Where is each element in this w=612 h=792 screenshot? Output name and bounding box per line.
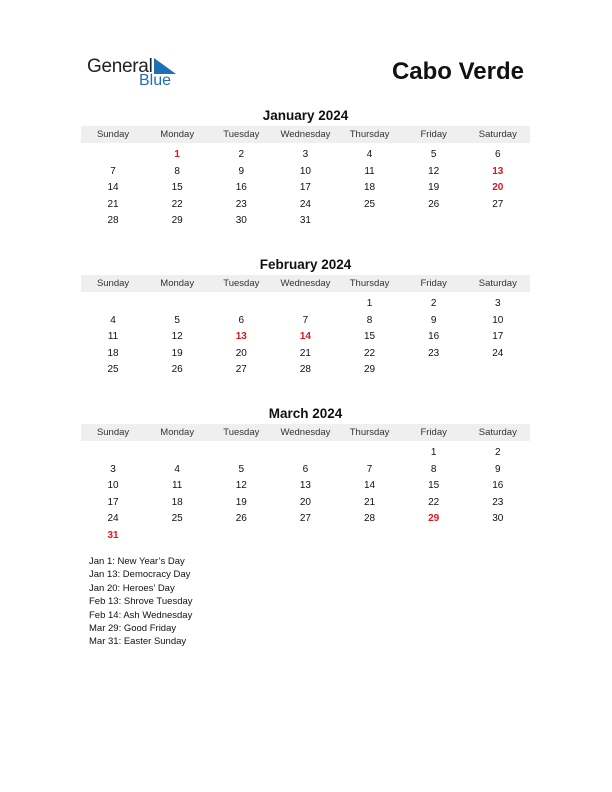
day-cell: 19 xyxy=(235,496,247,508)
day-cell: 5 xyxy=(238,463,245,475)
day-cell: 4 xyxy=(174,463,180,475)
weekday-label: Saturday xyxy=(478,278,517,289)
weekday-label: Tuesday xyxy=(223,129,260,140)
day-cell: 2 xyxy=(495,447,501,458)
day-cell xyxy=(466,213,530,230)
day-cell: 21 xyxy=(299,347,311,359)
week-row xyxy=(81,180,530,197)
holiday-entry: Feb 13: Shrove Tuesday xyxy=(89,596,193,608)
day-cell xyxy=(402,362,466,379)
day-cell: 10 xyxy=(299,165,311,177)
weekday-label: Monday xyxy=(160,129,195,140)
weekday-label: Monday xyxy=(160,427,195,438)
day-cell: 16 xyxy=(492,480,504,492)
day-cell: 23 xyxy=(428,347,440,359)
day-cell: 22 xyxy=(171,198,183,210)
weekday-label: Wednesday xyxy=(280,427,331,438)
day-cell: 22 xyxy=(364,347,376,359)
weekday-label: Thursday xyxy=(349,278,390,289)
week-row xyxy=(81,511,530,528)
day-cell: 9 xyxy=(238,165,245,177)
day-cell: 16 xyxy=(235,182,247,194)
day-cell: 21 xyxy=(364,496,376,508)
day-cell: 6 xyxy=(495,149,501,160)
day-cell: 1 xyxy=(366,298,373,309)
day-cell: 18 xyxy=(107,347,119,359)
day-cell: 15 xyxy=(428,480,440,492)
day-cell xyxy=(338,445,402,462)
country-title: Cabo Verde xyxy=(391,58,524,85)
day-cell: 15 xyxy=(364,331,376,343)
day-cell: 18 xyxy=(364,182,376,194)
generalblue-logo xyxy=(87,56,187,92)
week-row xyxy=(81,495,530,512)
day-cell: 14 xyxy=(364,480,376,492)
day-cell xyxy=(81,147,145,164)
day-cell: 13 xyxy=(235,331,247,343)
day-cell: 13 xyxy=(492,165,504,177)
day-cell: 4 xyxy=(110,314,116,326)
day-cell xyxy=(81,445,145,462)
day-cell: 12 xyxy=(235,480,247,492)
day-cell: 23 xyxy=(235,198,247,210)
day-cell: 8 xyxy=(174,165,180,177)
holiday-entry: Feb 14: Ash Wednesday xyxy=(89,609,193,621)
day-cell: 19 xyxy=(428,182,440,194)
day-cell: 31 xyxy=(107,529,119,541)
holiday-entry: Jan 13: Democracy Day xyxy=(89,569,191,581)
day-cell xyxy=(273,296,337,313)
weekday-label: Sunday xyxy=(96,427,130,438)
day-cell: 3 xyxy=(495,298,501,309)
week-row xyxy=(81,164,530,181)
day-cell: 19 xyxy=(171,347,183,359)
day-cell xyxy=(273,445,337,462)
week-row xyxy=(81,197,530,214)
week-row xyxy=(81,462,530,479)
month-february xyxy=(81,256,530,379)
holiday-entry: Jan 1: New Year’s Day xyxy=(89,556,185,567)
day-cell: 7 xyxy=(110,165,116,177)
day-cell: 28 xyxy=(107,215,119,227)
day-cell: 30 xyxy=(492,513,504,525)
day-cell: 17 xyxy=(107,496,119,508)
day-cell: 12 xyxy=(171,331,183,343)
logo-word-general: General xyxy=(87,56,153,77)
day-cell: 8 xyxy=(430,463,437,475)
day-cell: 22 xyxy=(428,496,440,508)
week-row xyxy=(81,478,530,495)
day-cell: 9 xyxy=(430,314,437,326)
weekday-label: Thursday xyxy=(349,427,390,438)
holiday-entry: Jan 20: Heroes’ Day xyxy=(89,582,175,594)
day-cell: 15 xyxy=(171,182,183,194)
day-cell: 30 xyxy=(235,215,247,227)
day-cell: 29 xyxy=(171,215,183,227)
day-cell: 12 xyxy=(428,165,440,177)
day-cell: 17 xyxy=(299,182,311,194)
week-row xyxy=(81,346,530,363)
weekday-label: Sunday xyxy=(96,278,130,289)
day-cell: 4 xyxy=(366,149,373,160)
weekday-label: Saturday xyxy=(478,427,517,438)
day-cell: 24 xyxy=(299,198,311,210)
holiday-entry: Mar 29: Good Friday xyxy=(89,623,177,635)
month-march xyxy=(81,405,530,545)
day-cell: 24 xyxy=(492,347,504,359)
month-title: January 2024 xyxy=(262,108,349,123)
weekday-label: Monday xyxy=(160,278,195,289)
weekday-label: Friday xyxy=(420,129,447,140)
day-cell: 8 xyxy=(366,314,373,326)
week-row xyxy=(81,362,530,379)
day-cell: 25 xyxy=(107,364,119,376)
weekday-header-row xyxy=(81,424,530,441)
day-cell: 3 xyxy=(302,149,309,160)
day-cell: 28 xyxy=(299,364,311,376)
day-cell: 10 xyxy=(492,314,504,326)
weekday-label: Tuesday xyxy=(223,427,260,438)
weekday-header-row xyxy=(81,275,530,292)
weekday-label: Wednesday xyxy=(280,129,331,140)
day-cell: 14 xyxy=(107,182,119,194)
month-title: February 2024 xyxy=(259,257,352,272)
day-cell: 11 xyxy=(364,165,375,177)
day-cell xyxy=(402,528,466,545)
day-cell: 24 xyxy=(107,513,119,525)
day-cell xyxy=(145,528,209,545)
week-row xyxy=(81,329,530,346)
weekday-header-row xyxy=(81,126,530,143)
week-row xyxy=(81,213,530,230)
logo-word-blue: Blue xyxy=(139,72,172,89)
day-cell: 20 xyxy=(235,347,247,359)
day-cell xyxy=(402,213,466,230)
day-cell: 28 xyxy=(364,513,376,525)
day-cell: 14 xyxy=(299,331,311,343)
day-cell: 17 xyxy=(492,331,504,343)
day-cell xyxy=(145,445,209,462)
day-cell: 27 xyxy=(492,198,504,210)
day-cell: 18 xyxy=(171,496,183,508)
holiday-entry: Mar 31: Easter Sunday xyxy=(89,636,187,648)
day-cell: 5 xyxy=(174,314,180,326)
day-cell: 7 xyxy=(302,314,309,326)
day-cell: 23 xyxy=(492,496,504,508)
weekday-label: Saturday xyxy=(478,129,517,140)
day-cell: 20 xyxy=(299,496,311,508)
day-cell: 29 xyxy=(428,513,440,525)
day-cell: 10 xyxy=(107,480,119,492)
day-cell xyxy=(145,296,209,313)
weekday-label: Wednesday xyxy=(280,278,331,289)
day-cell: 7 xyxy=(366,463,373,475)
day-cell xyxy=(209,296,273,313)
weekday-label: Thursday xyxy=(349,129,390,140)
week-row xyxy=(81,147,530,164)
day-cell: 2 xyxy=(238,149,245,160)
day-cell xyxy=(81,296,145,313)
week-row xyxy=(81,313,530,330)
month-title: March 2024 xyxy=(268,406,343,421)
day-cell: 16 xyxy=(428,331,440,343)
weekday-label: Friday xyxy=(420,278,447,289)
day-cell: 11 xyxy=(107,331,119,343)
day-cell: 6 xyxy=(302,463,309,475)
day-cell xyxy=(273,528,337,545)
day-cell: 26 xyxy=(171,364,183,376)
day-cell xyxy=(338,528,402,545)
week-row xyxy=(81,296,530,313)
weekday-label: Friday xyxy=(420,427,447,438)
day-cell: 25 xyxy=(364,198,376,210)
day-cell: 13 xyxy=(299,480,311,492)
month-january xyxy=(81,107,530,230)
day-cell: 27 xyxy=(299,513,311,525)
day-cell: 6 xyxy=(238,314,245,326)
day-cell: 21 xyxy=(107,198,119,210)
holiday-list xyxy=(89,555,193,649)
week-row xyxy=(81,445,530,462)
day-cell: 31 xyxy=(299,215,311,227)
week-row xyxy=(81,528,530,545)
day-cell: 2 xyxy=(430,298,437,309)
day-cell: 1 xyxy=(174,149,180,160)
day-cell xyxy=(466,362,530,379)
day-cell xyxy=(209,528,273,545)
day-cell: 25 xyxy=(171,513,183,525)
day-cell xyxy=(466,528,530,545)
day-cell: 20 xyxy=(492,182,504,194)
day-cell: 29 xyxy=(364,364,376,376)
day-cell: 3 xyxy=(110,463,116,475)
day-cell: 11 xyxy=(171,480,183,492)
day-cell: 26 xyxy=(428,198,440,210)
day-cell: 5 xyxy=(430,149,437,160)
day-cell xyxy=(338,213,402,230)
weekday-label: Sunday xyxy=(96,129,130,140)
day-cell xyxy=(209,445,273,462)
day-cell: 26 xyxy=(235,513,247,525)
day-cell: 1 xyxy=(430,447,437,458)
day-cell: 9 xyxy=(495,463,501,475)
weekday-label: Tuesday xyxy=(223,278,260,289)
day-cell: 27 xyxy=(235,364,247,376)
